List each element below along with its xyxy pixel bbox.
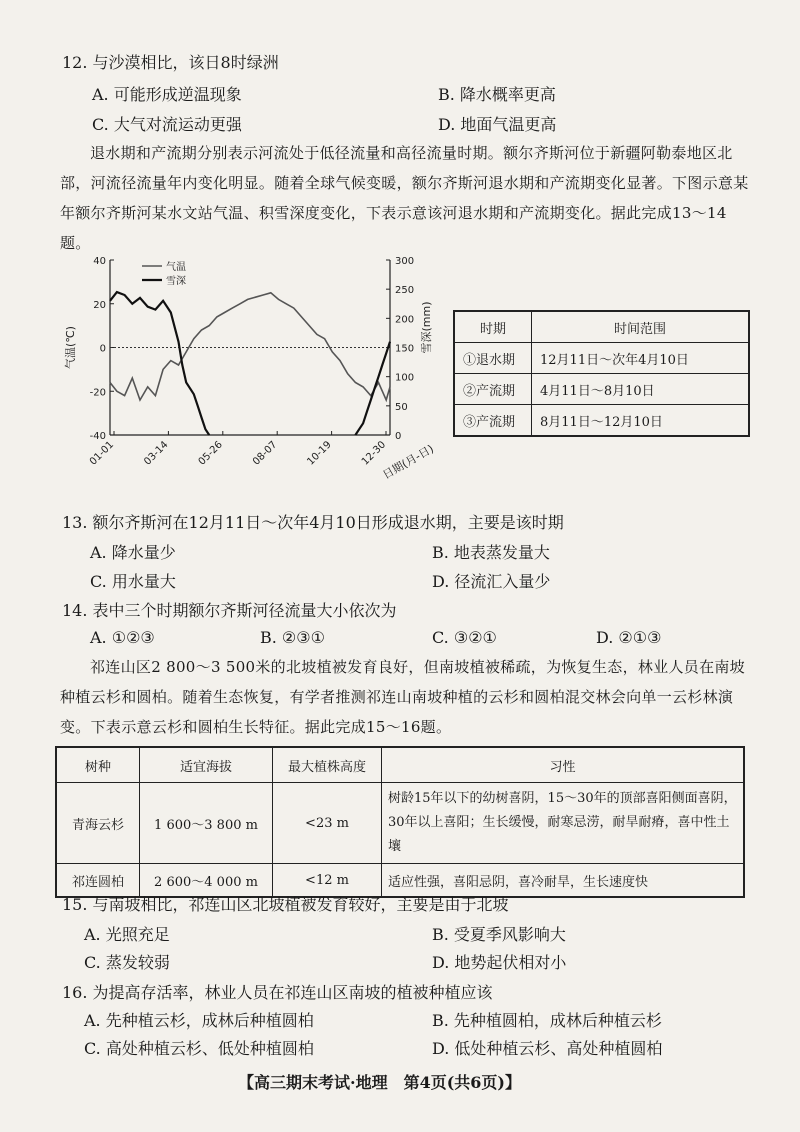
period-table-row — [454, 405, 749, 437]
tree-table-header: 树种 — [56, 747, 140, 783]
right-tick-label: 300 — [395, 256, 415, 267]
period-table-header-row — [454, 311, 749, 343]
period-table-row — [454, 374, 749, 405]
tree-table-header: 适宜海拔 — [140, 747, 273, 783]
q14-option-a[interactable]: A. ①②③ — [90, 628, 155, 647]
temperature-snow-depth-chart — [60, 250, 440, 490]
left-tick-label: -40 — [89, 431, 106, 442]
tree-table-header-row — [56, 747, 744, 783]
q12-option-b[interactable]: B. 降水概率更高 — [438, 85, 556, 104]
left-tick-label: 0 — [99, 343, 106, 355]
period-table-cell: ③产流期 — [454, 405, 532, 437]
snow-depth-series-line — [355, 342, 390, 435]
q13-option-c[interactable]: C. 用水量大 — [90, 572, 176, 591]
left-tick-label: -20 — [89, 387, 106, 399]
legend-temperature-label: 气温 — [166, 262, 186, 273]
q16-option-c[interactable]: C. 高处种植云杉、低处种植圆柏 — [84, 1039, 314, 1058]
tree-species-table — [55, 746, 745, 898]
q12-option-d[interactable]: D. 地面气温更高 — [438, 115, 557, 134]
period-table-header: 时期 — [454, 311, 532, 343]
tree-table-header: 习性 — [382, 747, 745, 783]
question-13-stem: 13. 额尔齐斯河在12月11日～次年4月10日形成退水期，主要是该时期 — [62, 513, 564, 532]
q14-option-b[interactable]: B. ②③① — [260, 628, 325, 647]
q13-option-b[interactable]: B. 地表蒸发量大 — [432, 543, 550, 562]
q12-option-c[interactable]: C. 大气对流运动更强 — [92, 115, 242, 134]
q15-option-c[interactable]: C. 蒸发较弱 — [84, 953, 170, 972]
x-axis-label: 日期(月-日) — [380, 442, 436, 482]
q15-option-d[interactable]: D. 地势起伏相对小 — [432, 953, 567, 972]
right-tick-label: 200 — [395, 314, 415, 326]
question-12-stem: 12. 与沙漠相比，该日8时绿洲 — [62, 53, 279, 72]
right-tick-label: 100 — [395, 372, 415, 384]
tree-table-cell: 1 600～3 800 m — [140, 783, 273, 864]
q12-option-a[interactable]: A. 可能形成逆温现象 — [92, 85, 242, 104]
q15-option-a[interactable]: A. 光照充足 — [84, 925, 170, 944]
tree-table-cell: 青海云杉 — [56, 783, 140, 864]
left-tick-label: 20 — [93, 299, 106, 311]
q16-option-d[interactable]: D. 低处种植云杉、高处种植圆柏 — [432, 1039, 663, 1058]
passage-15-16: 祁连山区2 800～3 500米的北坡植被发育良好，但南坡植被稀疏，为恢复生态，林业人员在南坡种植云杉和圆柏。随着生态恢复，有学者推测祁连山南坡种植的云杉和圆柏混交林会向单一云杉林演变。下表示意云杉和圆柏生长特征。据此完成15～16题。 — [60, 658, 745, 736]
tree-table-cell: <23 m — [273, 783, 382, 864]
q13-option-d[interactable]: D. 径流汇入量少 — [432, 572, 551, 591]
y-axis-left-label: 气温(℃) — [64, 326, 77, 369]
x-tick-label: 05-26 — [196, 439, 225, 468]
legend-snow-label: 雪深 — [166, 276, 186, 287]
tree-table-row — [56, 783, 744, 864]
question-16-stem: 16. 为提高存活率，林业人员在祁连山区南坡的植被种植应该 — [62, 983, 493, 1002]
x-tick-label: 03-14 — [142, 439, 171, 468]
x-tick-label: 12-30 — [359, 439, 389, 468]
tree-table-cell: 适应性强，喜阳忌阴，喜冷耐旱，生长速度快 — [382, 864, 745, 898]
q16-option-a[interactable]: A. 先种植云杉，成林后种植圆柏 — [84, 1011, 314, 1030]
x-tick-label: 01-01 — [87, 439, 117, 468]
tree-table-header: 最大植株高度 — [273, 747, 382, 783]
q14-option-c[interactable]: C. ③②① — [432, 628, 497, 647]
period-table — [453, 310, 750, 437]
passage-13-14: 退水期和产流期分别表示河流处于低径流量和高径流量时期。额尔齐斯河位于新疆阿勒泰地区北部，河流径流量年内变化明显。随着全球气候变暖，额尔齐斯河退水期和产流期变化显著。下图示意某年额尔齐斯河某水文站气温、积雪深度变化，下表示意该河退水期和产流期变化。据此完成13～14题。 — [60, 144, 749, 252]
tree-table-cell: 树龄15年以下的幼树喜阴，15～30年的顶部喜阳侧面喜阴，30年以上喜阳；生长缓慢，耐寒忌涝，耐旱耐瘠，喜中性土壤 — [382, 783, 745, 864]
x-tick-label: 10-19 — [305, 439, 334, 468]
period-table-row — [454, 343, 749, 374]
right-tick-label: 0 — [395, 431, 402, 442]
tree-table-cell: <12 m — [273, 864, 382, 898]
x-tick-label: 08-07 — [250, 439, 280, 468]
question-14-stem: 14. 表中三个时期额尔齐斯河径流量大小依次为 — [62, 601, 397, 620]
q14-option-d[interactable]: D. ②①③ — [596, 628, 662, 647]
right-tick-label: 50 — [395, 401, 408, 413]
period-table-cell: ②产流期 — [454, 374, 532, 405]
snow-depth-series-line — [110, 292, 209, 435]
period-table-cell: 4月11日～8月10日 — [532, 374, 750, 405]
y-axis-right-label: 雪深(mm) — [420, 301, 433, 354]
right-tick-label: 250 — [395, 285, 415, 297]
right-tick-label: 150 — [395, 343, 415, 355]
q15-option-b[interactable]: B. 受夏季风影响大 — [432, 925, 566, 944]
question-15-stem: 15. 与南坡相比，祁连山区北坡植被发育较好，主要是由于北坡 — [62, 895, 509, 914]
period-table-header: 时间范围 — [532, 311, 750, 343]
q16-option-b[interactable]: B. 先种植圆柏，成林后种植云杉 — [432, 1011, 662, 1030]
tree-table-cell: 祁连圆柏 — [56, 864, 140, 898]
left-tick-label: 40 — [93, 256, 106, 267]
period-table-cell: 12月11日～次年4月10日 — [532, 343, 750, 374]
q13-option-a[interactable]: A. 降水量少 — [90, 543, 176, 562]
tree-table-cell: 2 600～4 000 m — [140, 864, 273, 898]
period-table-cell: ①退水期 — [454, 343, 532, 374]
page-footer: 【高三期末考试·地理 第4页(共6页)】 — [238, 1073, 521, 1092]
period-table-cell: 8月11日～12月10日 — [532, 405, 750, 437]
